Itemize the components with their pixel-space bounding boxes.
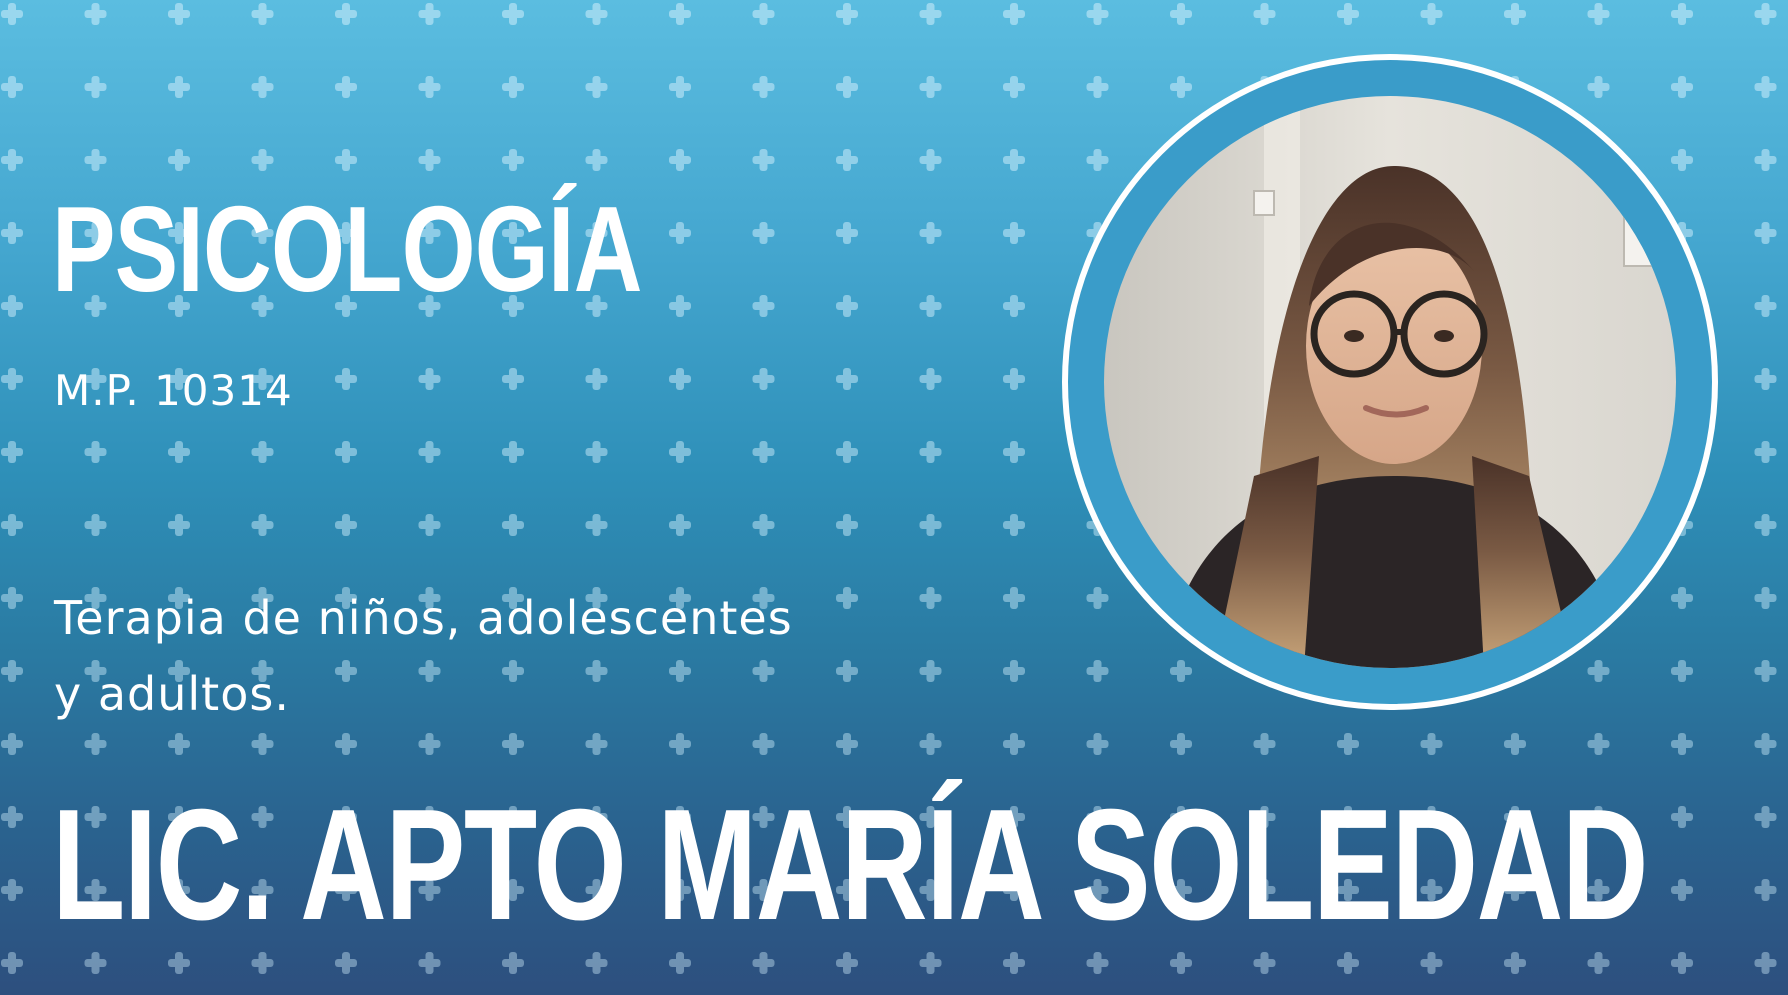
plus-icon [335,733,357,755]
plus-icon [1671,952,1693,974]
plus-icon [920,514,942,536]
plus-icon [836,3,858,25]
plus-icon [502,952,524,974]
plus-icon [836,295,858,317]
plus-icon [85,733,107,755]
plus-icon [669,733,691,755]
plus-icon [836,514,858,536]
plus-icon [669,149,691,171]
plus-icon [335,441,357,463]
plus-icon [1671,733,1693,755]
plus-icon [836,76,858,98]
plus-icon [168,149,190,171]
plus-icon [1003,514,1025,536]
plus-icon [1588,76,1610,98]
plus-icon [920,149,942,171]
plus-icon [669,295,691,317]
plus-icon [502,368,524,390]
plus-icon [419,952,441,974]
plus-icon [1755,806,1777,828]
plus-icon [1,441,23,463]
plus-icon [1671,3,1693,25]
plus-icon [669,3,691,25]
plus-icon [1671,149,1693,171]
plus-icon [419,3,441,25]
plus-icon [1,222,23,244]
plus-icon [168,952,190,974]
plus-icon [836,660,858,682]
plus-icon [168,514,190,536]
plus-icon [252,149,274,171]
portrait-photo [1104,96,1676,668]
plus-icon [753,952,775,974]
plus-icon [1588,3,1610,25]
plus-icon [920,368,942,390]
plus-icon [1003,733,1025,755]
plus-icon [1671,806,1693,828]
plus-icon [669,441,691,463]
plus-icon [1755,76,1777,98]
plus-icon [836,587,858,609]
plus-icon [1755,441,1777,463]
plus-icon [586,76,608,98]
services-line-1: Terapia de niños, adolescentes [54,591,793,645]
plus-icon [1588,660,1610,682]
plus-icon [1087,76,1109,98]
plus-icon [1,514,23,536]
plus-icon [252,3,274,25]
person-portrait-icon [1104,96,1676,668]
plus-icon [586,733,608,755]
plus-icon [753,514,775,536]
plus-icon [920,76,942,98]
plus-icon [1421,952,1443,974]
plus-icon [502,149,524,171]
plus-icon [252,514,274,536]
plus-icon [1003,368,1025,390]
plus-icon [1504,733,1526,755]
plus-icon [586,441,608,463]
plus-icon [920,733,942,755]
plus-icon [168,733,190,755]
plus-icon [836,368,858,390]
plus-icon [1003,660,1025,682]
plus-icon [1003,587,1025,609]
plus-icon [1,368,23,390]
plus-icon [85,76,107,98]
plus-icon [1,952,23,974]
plus-icon [1755,295,1777,317]
plus-icon [669,222,691,244]
plus-icon [1003,149,1025,171]
plus-icon [753,3,775,25]
plus-icon [168,76,190,98]
plus-icon [1,3,23,25]
plus-icon [1003,295,1025,317]
plus-icon [1,806,23,828]
plus-icon [1170,660,1192,682]
plus-icon [836,952,858,974]
license-number: M.P. 10314 [54,366,293,415]
plus-icon [836,733,858,755]
plus-icon [1003,222,1025,244]
plus-icon [502,3,524,25]
plus-icon [1,295,23,317]
plus-icon [753,733,775,755]
plus-icon [1504,3,1526,25]
plus-icon [1337,952,1359,974]
plus-icon [586,368,608,390]
plus-icon [753,368,775,390]
plus-icon [586,3,608,25]
portrait-frame [1062,54,1718,710]
plus-icon [502,733,524,755]
plus-icon [85,441,107,463]
plus-icon [836,149,858,171]
services-description [54,580,793,732]
plus-icon [586,514,608,536]
plus-icon [335,3,357,25]
plus-icon [335,514,357,536]
plus-icon [1337,3,1359,25]
plus-icon [168,3,190,25]
plus-icon [419,514,441,536]
plus-icon [335,952,357,974]
plus-icon [836,441,858,463]
plus-icon [1254,3,1276,25]
plus-icon [1755,3,1777,25]
plus-icon [1755,660,1777,682]
plus-icon [85,952,107,974]
plus-icon [1421,733,1443,755]
plus-icon [753,295,775,317]
plus-icon [753,441,775,463]
plus-icon [1755,587,1777,609]
plus-icon [335,368,357,390]
plus-icon [1087,733,1109,755]
plus-icon [586,952,608,974]
plus-icon [669,952,691,974]
plus-icon [419,441,441,463]
plus-icon [1087,149,1109,171]
plus-icon [85,514,107,536]
plus-icon [1755,149,1777,171]
plus-icon [1170,76,1192,98]
plus-icon [85,149,107,171]
plus-icon [419,149,441,171]
plus-icon [1755,368,1777,390]
plus-icon [1087,3,1109,25]
plus-icon [1671,76,1693,98]
plus-icon [1003,76,1025,98]
plus-icon [85,3,107,25]
professional-name: LIC. APTO MARÍA SOLEDAD [52,777,1648,953]
plus-icon [920,3,942,25]
plus-icon [1755,733,1777,755]
plus-icon [1671,587,1693,609]
plus-icon [1504,952,1526,974]
plus-icon [419,733,441,755]
plus-icon [502,441,524,463]
specialty-title: PSICOLOGÍA [52,181,642,317]
plus-icon [669,76,691,98]
plus-icon [1,587,23,609]
plus-icon [1003,3,1025,25]
plus-icon [1087,952,1109,974]
plus-icon [1087,587,1109,609]
plus-icon [1671,879,1693,901]
plus-icon [1755,222,1777,244]
plus-icon [1421,3,1443,25]
plus-icon [920,587,942,609]
plus-icon [1087,660,1109,682]
plus-icon [753,149,775,171]
plus-icon [1755,952,1777,974]
plus-icon [669,514,691,536]
plus-icon [1337,733,1359,755]
plus-icon [1003,952,1025,974]
plus-icon [1755,879,1777,901]
plus-icon [1,660,23,682]
plus-icon [920,660,942,682]
plus-icon [920,952,942,974]
plus-icon [586,149,608,171]
plus-icon [1755,514,1777,536]
plus-icon [753,222,775,244]
plus-icon [168,441,190,463]
plus-icon [252,76,274,98]
plus-icon [1,733,23,755]
plus-icon [920,222,942,244]
plus-icon [1170,3,1192,25]
plus-icon [753,76,775,98]
plus-icon [669,368,691,390]
plus-icon [1254,733,1276,755]
plus-icon [920,295,942,317]
plus-icon [920,441,942,463]
plus-icon [1588,952,1610,974]
plus-icon [252,441,274,463]
plus-icon [252,952,274,974]
plus-icon [335,76,357,98]
plus-icon [1003,441,1025,463]
plus-icon [1,149,23,171]
plus-icon [252,733,274,755]
plus-icon [1671,660,1693,682]
plus-icon [502,76,524,98]
plus-icon [1254,952,1276,974]
plus-icon [419,368,441,390]
plus-icon [1170,952,1192,974]
plus-icon [502,514,524,536]
services-line-2: y adultos. [54,667,290,721]
plus-icon [419,76,441,98]
plus-icon [1588,733,1610,755]
plus-icon [335,149,357,171]
plus-icon [836,222,858,244]
plus-icon [1170,733,1192,755]
plus-icon [1,879,23,901]
plus-icon [1,76,23,98]
